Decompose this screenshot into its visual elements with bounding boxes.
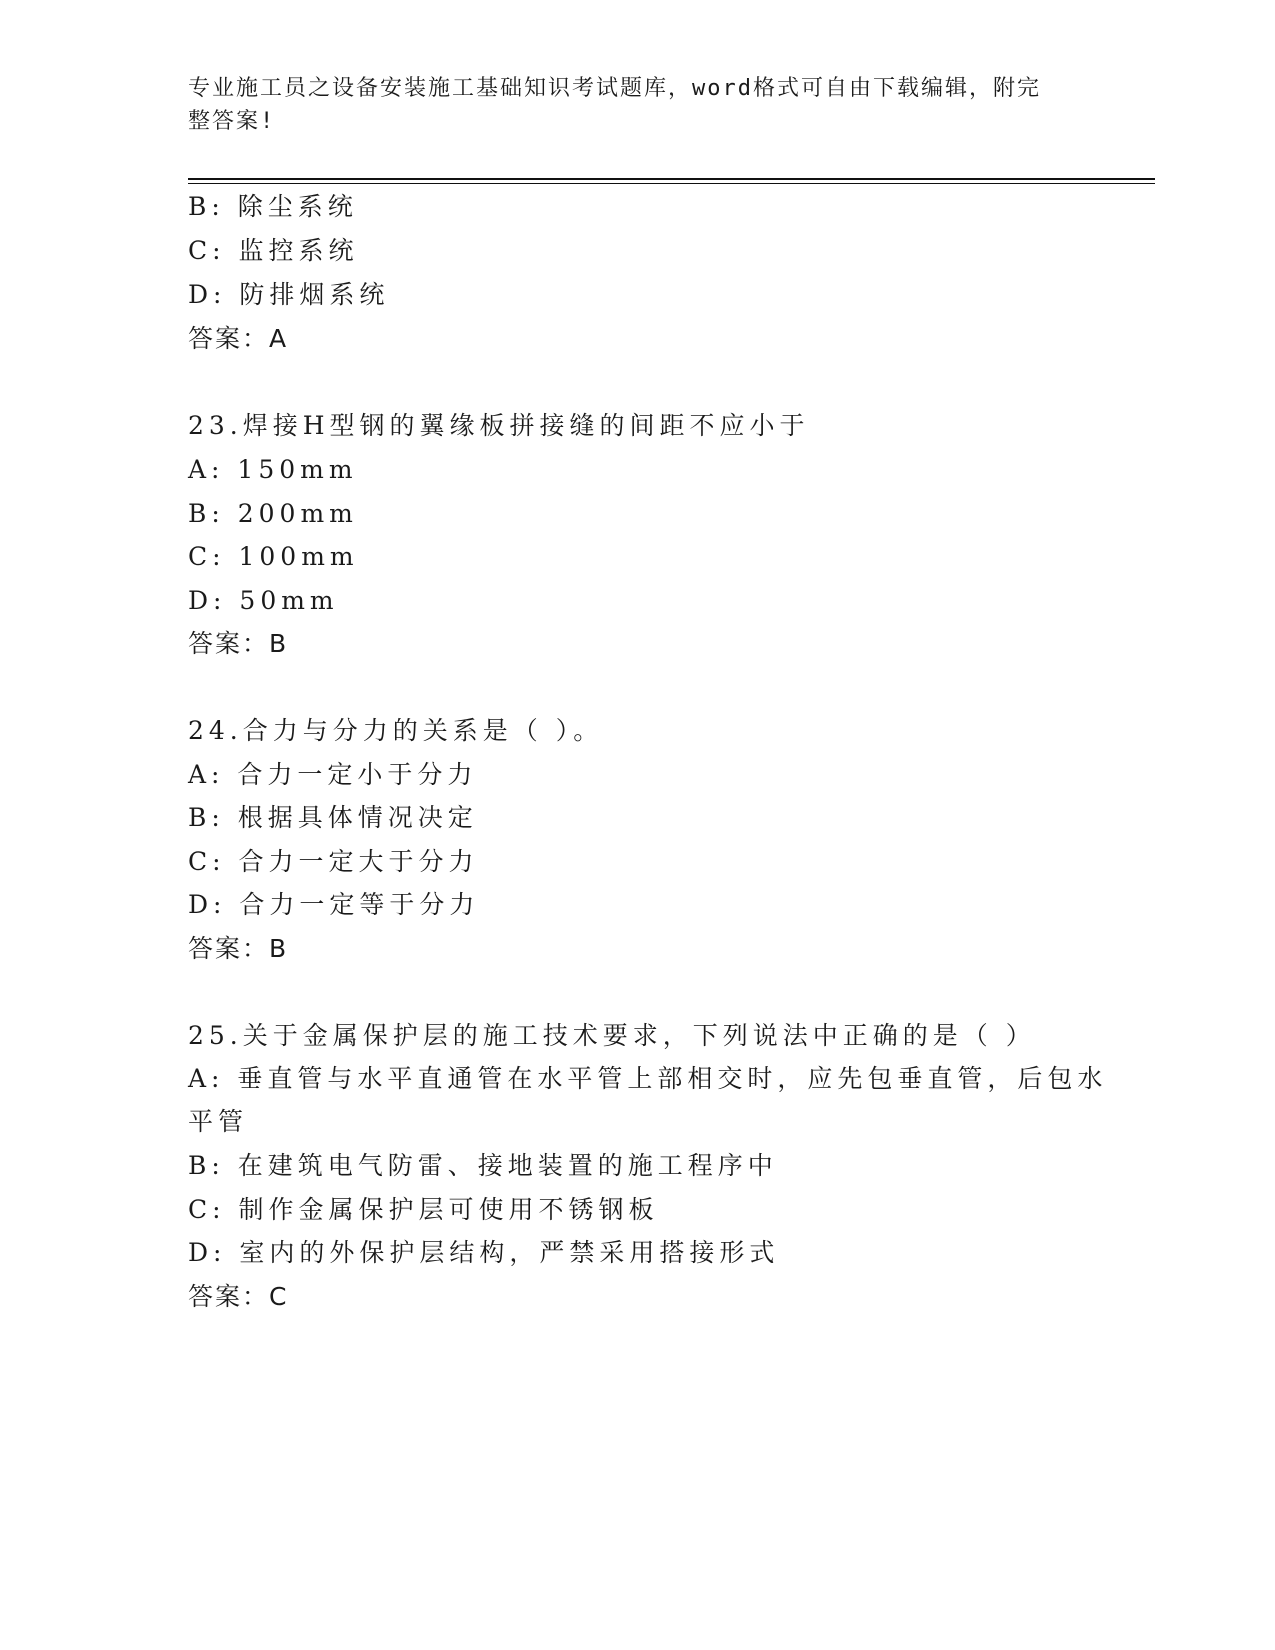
q25-option-d: D: 室内的外保护层结构，严禁采用搭接形式 [188,1238,780,1267]
prev-answer: 答案：A [188,324,289,353]
q23-option-b: B: 200mm [188,499,358,528]
prev-option-d: D: 防排烟系统 [188,280,390,309]
header-rule-thin [188,183,1155,184]
q23-option-d: D: 50mm [188,586,339,615]
q25-option-b: B: 在建筑电气防雷、接地装置的施工程序中 [188,1151,778,1180]
q23-stem: 23.焊接H型钢的翼缘板拼接缝的间距不应小于 [188,411,810,440]
q25-option-a-line1: A: 垂直管与水平直通管在水平管上部相交时，应先包垂直管，后包水 [188,1064,1108,1093]
q24-option-d: D: 合力一定等于分力 [188,890,480,919]
header-line-1: 专业施工员之设备安装施工基础知识考试题库，word格式可自由下载编辑，附完 [188,76,1041,101]
header-line-2: 整答案! [188,109,276,134]
q24-option-c: C: 合力一定大于分力 [188,847,479,876]
q24-stem: 24.合力与分力的关系是（ ）。 [188,716,604,745]
q25-answer: 答案：C [188,1282,289,1311]
header-rule-thick [188,178,1155,180]
q23-option-a: A: 150mm [188,455,358,484]
prev-option-b: B: 除尘系统 [188,192,358,221]
q24-answer: 答案：B [188,934,289,963]
q25-option-c: C: 制作金属保护层可使用不锈钢板 [188,1195,659,1224]
document-header [188,72,1068,138]
q23-answer: 答案：B [188,629,289,658]
prev-option-c: C: 监控系统 [188,236,359,265]
q24-option-b: B: 根据具体情况决定 [188,803,478,832]
q25-option-a-line2: 平管 [188,1107,249,1136]
q25-stem: 25.关于金属保护层的施工技术要求，下列说法中正确的是（ ） [188,1021,1036,1050]
q23-option-c: C: 100mm [188,542,359,571]
q24-option-a: A: 合力一定小于分力 [188,760,478,789]
